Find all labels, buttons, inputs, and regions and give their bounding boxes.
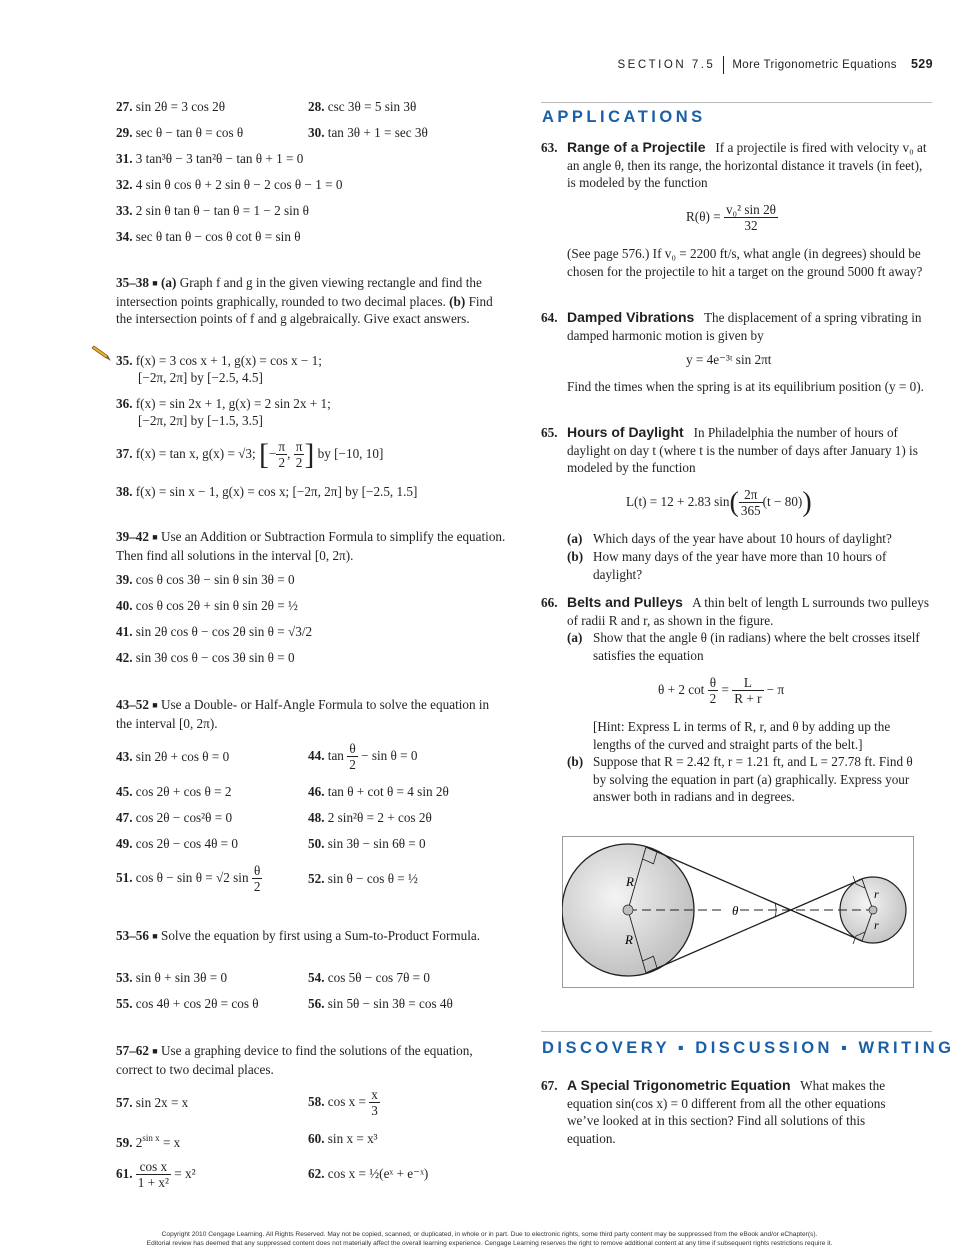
problem-51: 51. cos θ − sin θ = √2 sin $\frac{\theta}{2}$ xyxy=(116,863,261,895)
problem-33: 33. 2 sin θ tan θ − tan θ = 1 − 2 sin θ xyxy=(116,203,310,218)
figure-label-r-lower: r xyxy=(874,918,879,932)
instructions-53-56: 53–56 ■ Solve the equation by first using a Sum-to-Product Formula. xyxy=(116,928,481,943)
problem-36: 36. f(x) = sin 2x + 1, g(x) = 2 sin 2x + 1; xyxy=(116,396,331,411)
pencil-icon xyxy=(90,344,114,364)
problem-35-window: [−2π, 2π] by [−2.5, 4.5] xyxy=(138,370,263,385)
problem-41: 41. sin 2θ cos θ − cos 2θ sin θ = √3/2 xyxy=(116,624,313,639)
problem-38: 38. f(x) = sin x − 1, g(x) = cos x; [−2π, 2π] by [−2.5, 1.5] xyxy=(116,484,418,499)
problem-55: 55. cos 4θ + cos 2θ = cos θ xyxy=(116,996,259,1011)
problem-27: 27. sin 2θ = 3 cos 2θ xyxy=(116,99,226,114)
running-header xyxy=(0,56,933,75)
equation-65: L(t) = 12 + 2.83 sin( $\frac{2\pi}{365}$ (t − 80)) xyxy=(626,486,812,519)
applications-rule xyxy=(541,102,932,103)
problem-46: 46. tan θ + cot θ = 4 sin 2θ xyxy=(308,784,449,799)
problem-39: 39. cos θ cos 3θ − sin θ sin 3θ = 0 xyxy=(116,572,295,587)
problem-63-question: (See page 576.) If v₀ = 2200 ft/s, what angle (in degrees) should be chosen for the projectile to hit a target on the ground 5000 ft away? xyxy=(567,246,923,279)
applications-heading: APPLICATIONS xyxy=(542,108,706,126)
equation-66: θ + 2 cot $\frac{\theta}{2}$ = $\frac{L}{R + r}$ − π xyxy=(658,675,785,707)
problem-37: 37. f(x) = tan x, g(x) = √3; [− $\frac{\pi}{2}$ , $\frac{\pi}{2}$ ] by [−10, 10] xyxy=(116,437,384,471)
problem-44: 44. tan $\frac{\theta}{2}$ − sin θ = 0 xyxy=(308,741,418,773)
figure-label-R-upper: R xyxy=(626,874,634,889)
problem-54: 54. cos 5θ − cos 7θ = 0 xyxy=(308,970,431,985)
belts-and-pulleys-figure xyxy=(562,836,914,988)
instructions-43-52: 43–52 ■ Use a Double- or Half-Angle Formula to solve the equation in the interval [0, 2π). xyxy=(116,697,490,731)
problem-65: 65. Hours of Daylight In Philadelphia the number of hours of daylight on day t (where t is the number of days after January 1) is modeled by the function xyxy=(541,424,918,475)
discovery-rule xyxy=(541,1031,932,1032)
problem-31: 31. 3 tan³θ − 3 tan²θ − tan θ + 1 = 0 xyxy=(116,151,304,166)
copyright-line-1: Copyright 2010 Cengage Learning. All Rights Reserved. May not be copied, scanned, or duplicated, in whole or in part. Due to electronic rights, some third party content may be suppressed from the eBook and/or eChapter(s). xyxy=(161,1231,818,1238)
large-pulley-hub xyxy=(623,905,633,915)
problem-49: 49. cos 2θ − cos 4θ = 0 xyxy=(116,836,239,851)
problem-35: 35. f(x) = 3 cos x + 1, g(x) = cos x − 1; xyxy=(116,353,322,368)
figure-label-r-upper: r xyxy=(874,887,879,901)
problem-52: 52. sin θ − cos θ = ½ xyxy=(308,871,418,886)
problem-50: 50. sin 3θ − sin 6θ = 0 xyxy=(308,836,426,851)
figure-label-theta: θ xyxy=(732,903,739,918)
problem-60: 60. sin x = x³ xyxy=(308,1131,378,1146)
problem-67: 67. A Special Trigonometric Equation What makes the equation sin(cos x) = 0 different from all the other equations we’ve looked at in this section? Find all solutions of this equation. xyxy=(541,1077,886,1146)
problem-65-part-a: (a) Which days of the year have about 10 hours of daylight? xyxy=(567,531,892,546)
problem-32: 32. 4 sin θ cos θ + 2 sin θ − 2 cos θ − 1 = 0 xyxy=(116,177,343,192)
problem-28: 28. csc 3θ = 5 sin 3θ xyxy=(308,99,417,114)
problem-66-hint: [Hint: Express L in terms of R, r, and θ by adding up the lengths of the curved and straight parts of the belt.] xyxy=(593,719,891,752)
problem-45: 45. cos 2θ + cos θ = 2 xyxy=(116,784,232,799)
copyright-line-2: Editorial review has deemed that any suppressed content does not materially affect the overall learning experience. Cengage Learning reserves the right to remove additional content at any time if subsequent rights restrictions require it. xyxy=(146,1240,833,1247)
section-label: SECTION 7.5 xyxy=(617,59,716,72)
problem-66-part-a: (a) Show that the angle θ (in radians) where the belt crosses itself satisfies the equation xyxy=(567,630,920,663)
problem-42: 42. sin 3θ cos θ − cos 3θ sin θ = 0 xyxy=(116,650,295,665)
problem-63: 63. Range of a Projectile If a projectile is fired with velocity v₀ at an angle θ, then its range, the horizontal distance it travels (in feet), is modeled by the function xyxy=(541,139,927,190)
problem-47: 47. cos 2θ − cos²θ = 0 xyxy=(116,810,233,825)
problem-56: 56. sin 5θ − sin 3θ = cos 4θ xyxy=(308,996,453,1011)
figure-label-R-lower: R xyxy=(625,932,633,947)
problem-64-question: Find the times when the spring is at its equilibrium position (y = 0). xyxy=(567,379,924,394)
equation-64: y = 4e⁻³ᵗ sin 2πt xyxy=(686,352,772,367)
problem-65-part-b: (b) How many days of the year have more than 10 hours of daylight? xyxy=(567,549,887,582)
problem-59: 59. $2^{sin x} = x$ xyxy=(116,1133,181,1150)
problem-66-part-b: (b) Suppose that R = 2.42 ft, r = 1.21 ft, and L = 27.78 ft. Find θ by solving the equation in part (a) graphically. Express your answer both in radians and in degrees. xyxy=(567,754,913,804)
instructions-39-42: 39–42 ■ Use an Addition or Subtraction Formula to simplify the equation. Then find all solutions in the interval [0, 2π). xyxy=(116,529,506,563)
problem-61: 61. $\frac{\text{cos x}}{\text{1 + x²}}$ = x² xyxy=(116,1159,196,1191)
problem-29: 29. sec θ − tan θ = cos θ xyxy=(116,125,244,140)
instructions-57-62: 57–62 ■ Use a graphing device to find the solutions of the equation, correct to two decimal places. xyxy=(116,1043,473,1077)
section-title: More Trigonometric Equations xyxy=(732,59,897,72)
problem-34: 34. sec θ tan θ − cos θ cot θ = sin θ xyxy=(116,229,301,244)
small-pulley-hub xyxy=(869,906,877,914)
problem-57: 57. sin 2x = x xyxy=(116,1095,189,1110)
problem-30: 30. tan 3θ + 1 = sec 3θ xyxy=(308,125,428,140)
instructions-35-38: 35–38 ■ (a) Graph f and g in the given viewing rectangle and find the intersection points graphically, rounded to two decimal places. (b) Find the intersection points of f and g algebraically. Give exact answers. xyxy=(116,275,493,326)
header-divider xyxy=(723,56,724,74)
problem-40: 40. cos θ cos 2θ + sin θ sin 2θ = ½ xyxy=(116,598,298,613)
problem-58: 58. cos x = $\frac{x}{3}$ xyxy=(308,1087,378,1119)
problem-48: 48. 2 sin²θ = 2 + cos 2θ xyxy=(308,810,432,825)
equation-63: R(θ) = $\frac{\text{v₀² sin 2θ}}{32}$ xyxy=(686,202,776,234)
discovery-heading: DISCOVERY ▪ DISCUSSION ▪ WRITING xyxy=(542,1039,955,1057)
problem-36-window: [−2π, 2π] by [−1.5, 3.5] xyxy=(138,413,263,428)
problem-62: 62. cos x = ½(eˣ + e⁻ˣ) xyxy=(308,1166,429,1181)
problem-53: 53. sin θ + sin 3θ = 0 xyxy=(116,970,228,985)
problem-66: 66. Belts and Pulleys A thin belt of length L surrounds two pulleys of radii R and r, as shown in the figure. xyxy=(541,594,929,628)
page-number: 529 xyxy=(910,57,933,72)
problem-43: 43. sin 2θ + cos θ = 0 xyxy=(116,749,230,764)
problem-64: 64. Damped Vibrations The displacement of a spring vibrating in damped harmonic motion is given by xyxy=(541,309,922,343)
